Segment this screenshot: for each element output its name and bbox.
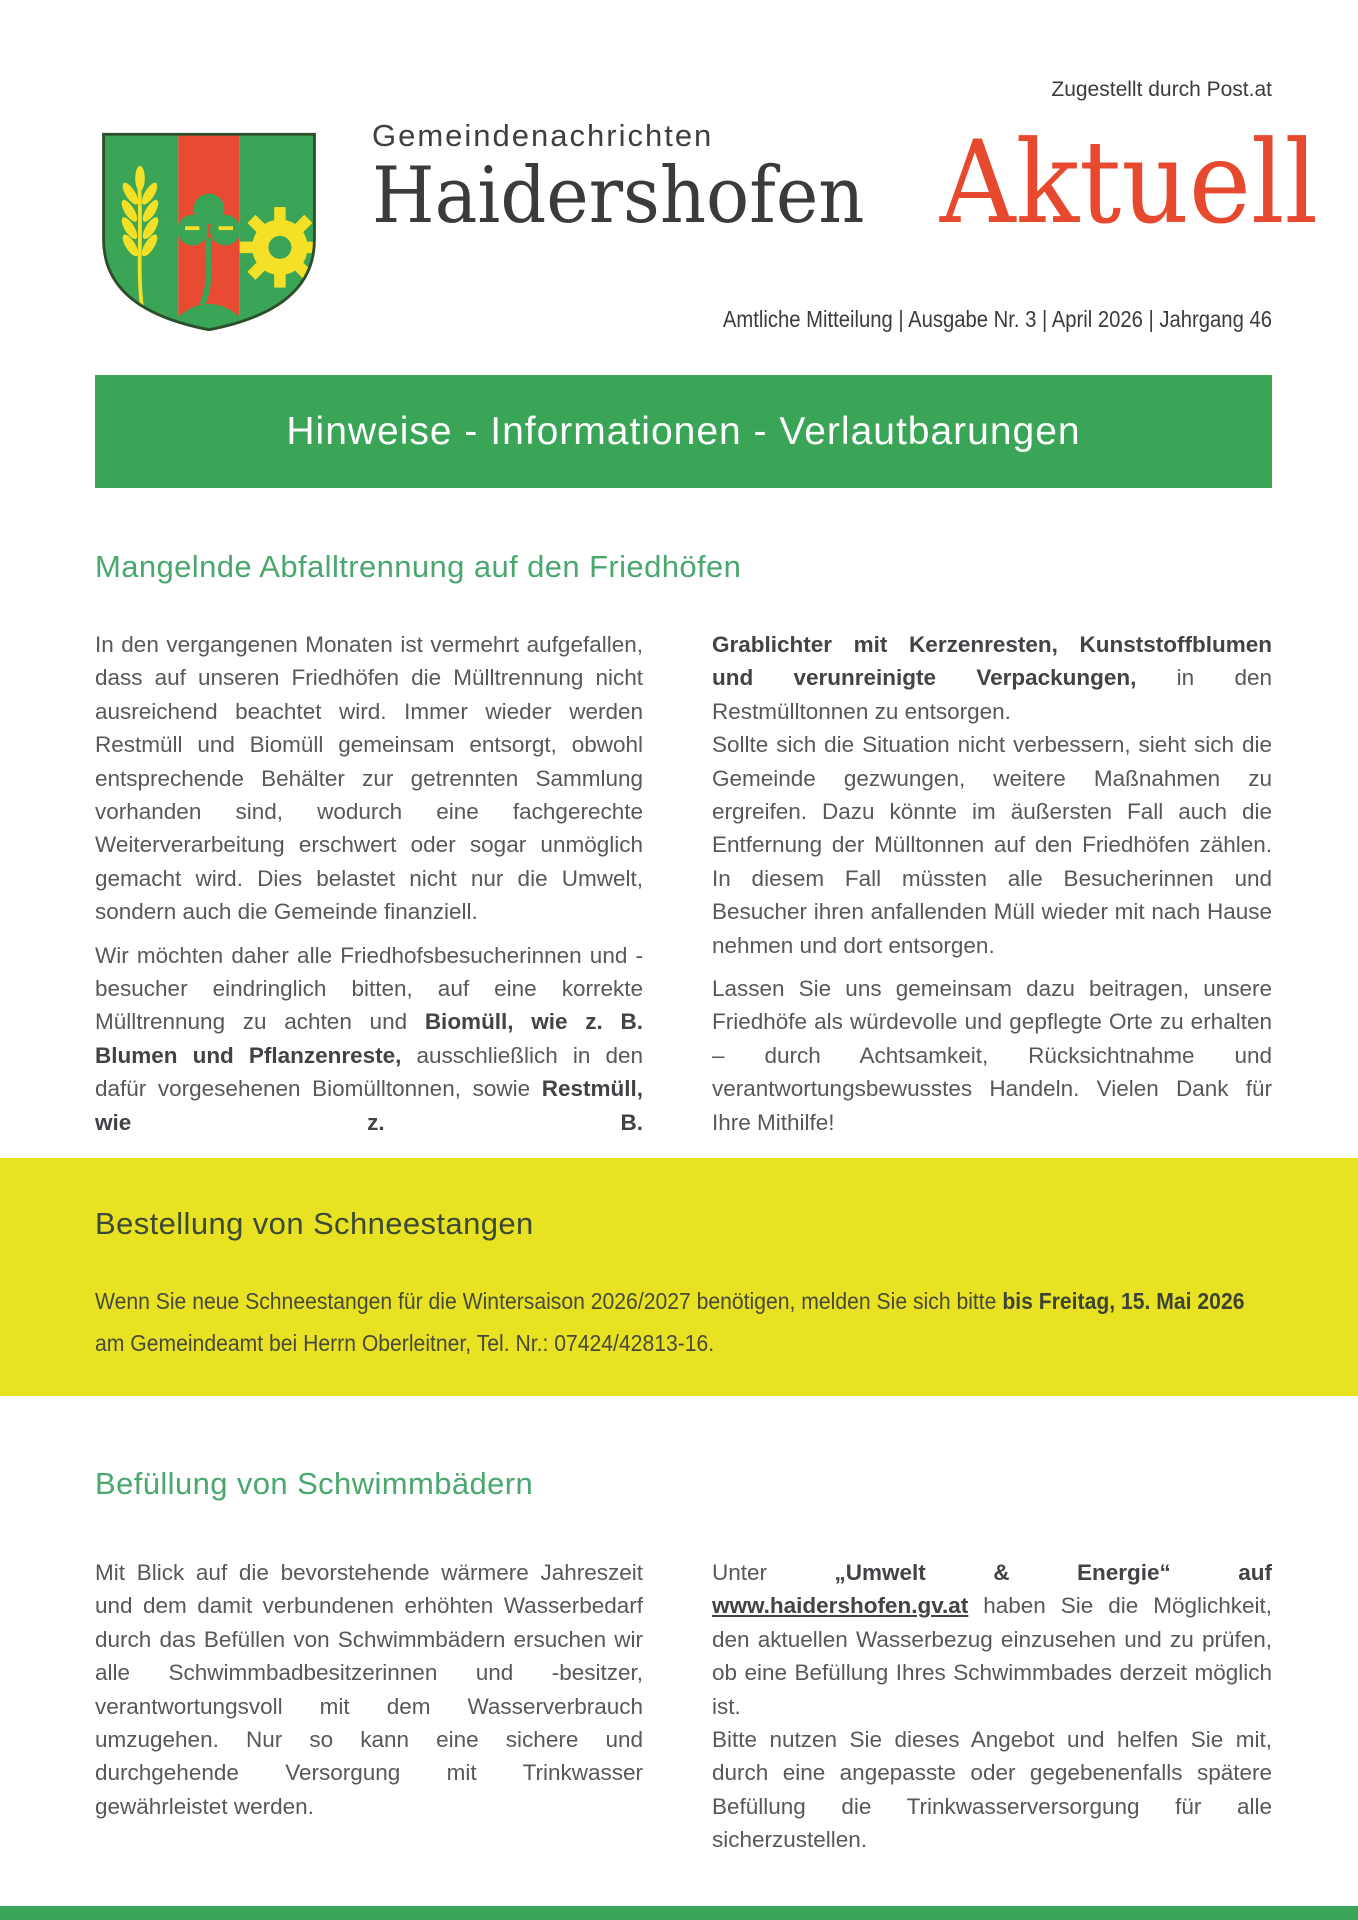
paragraph: Unter „Umwelt & Energie“ auf www.haidershofen.gv.at haben Sie die Möglichkeit, den aktuellen Wasserbezug einzusehen und zu prüfen, ob eine Befüllung Ihres Schwimmbades derzeit möglich ist. [712,1560,1273,1719]
paragraph: Wir möchten daher alle Friedhofsbesucherinnen und -besucher eindringlich bitten, auf eine korrekte Mülltrennung zu achten und Biomüll, wie z. B. Blumen und Pflanzenreste, ausschließlich in den dafür vorgesehenen Biomülltonnen, sowie Restmüll, wie z. B. [95,942,643,1135]
footer-accent-strip [0,1906,1358,1920]
paragraph: Lassen Sie uns gemeinsam dazu beitragen, unsere Friedhöfe als würdevolle und gepflegte Orte zu erhalten – durch Achtsamkeit, Rücksichtnahme und verantwortungsbewusstes Handeln. Vielen Dank für Ihre Mithilfe! [712,976,1272,1135]
banner-label: Hinweise - Informationen - Verlautbarungen [286,409,1081,453]
title-accent: Aktuell [940,116,1319,249]
section-banner [95,375,1272,488]
coat-of-arms-icon [94,126,324,338]
website-link[interactable]: www.haidershofen.gv.at [712,1593,969,1619]
snow-poles-body: Wenn Sie neue Schneestangen für die Wintersaison 2026/2027 benötigen, melden Sie sich bitte bis Freitag, 15. Mai 2026 am Gemeindeamt bei Herrn Oberleitner, Tel. Nr.: 07424/42813-16. [95,1288,1245,1356]
paragraph: Grablichter mit Kerzenresten, Kunststoffblumen und verunreinigte Verpackungen, in den Restmülltonnen zu entsorgen. [712,632,1272,724]
newsletter-kicker: Gemeindenachrichten [372,118,714,153]
postal-note: Zugestellt durch Post.at [1051,78,1272,101]
waste-column-left [95,628,643,1149]
waste-column-right [712,628,1272,1149]
heading-pool-filling: Befüllung von Schwimmbädern [95,1466,534,1501]
paragraph: Bitte nutzen Sie dieses Angebot und helfen Sie mit, durch eine angepasste oder gegebenenfalls spätere Befüllung die Trinkwasserversorgung für alle sicherzustellen. [712,1727,1272,1853]
pool-column-left [95,1556,643,1833]
issue-line: Amtliche Mitteilung | Ausgabe Nr. 3 | April 2026 | Jahrgang 46 [722,306,1272,332]
newsletter-title [372,116,1319,249]
heading-waste-separation: Mangelnde Abfalltrennung auf den Friedhöfen [95,549,742,584]
paragraph: Sollte sich die Situation nicht verbessern, sieht sich die Gemeinde gezwungen, weitere Maßnahmen zu ergreifen. Dazu könnte im äußersten Fall auch die Entfernung der Mülltonnen auf den Friedhöfen zählen. In diesem Fall müssten alle Besucherinnen und Besucher ihren anfallenden Müll wieder mit nach Hause nehmen und dort entsorgen. [712,732,1272,958]
paragraph: Mit Blick auf die bevorstehende wärmere Jahreszeit und dem damit verbundenen erhöhten Wasserbedarf durch das Befüllen von Schwimmbädern ersuchen wir alle Schwimmbadbesitzerinnen und -besitzer, verantwortungsvoll mit dem Wasserverbrauch umzugehen. Nur so kann eine sichere und durchgehende Versorgung mit Trinkwasser gewährleistet werden. [95,1560,643,1819]
heading-snow-poles: Bestellung von Schneestangen [95,1206,534,1241]
title-main: Haidershofen [372,151,865,241]
paragraph: In den vergangenen Monaten ist vermehrt aufgefallen, dass auf unseren Friedhöfen die Mülltrennung nicht ausreichend beachtet wird. Immer wieder werden Restmüll und Biomüll gemeinsam entsorgt, obwohl entsprechende Behälter zur getrennten Sammlung vorhanden sind, wodurch eine fachgerechte Weiterverarbeitung erschwert oder sogar unmöglich gemacht wird. Dies belastet nicht nur die Umwelt, sondern auch die Gemeinde finanziell. [95,632,643,925]
pool-column-right [712,1556,1272,1857]
